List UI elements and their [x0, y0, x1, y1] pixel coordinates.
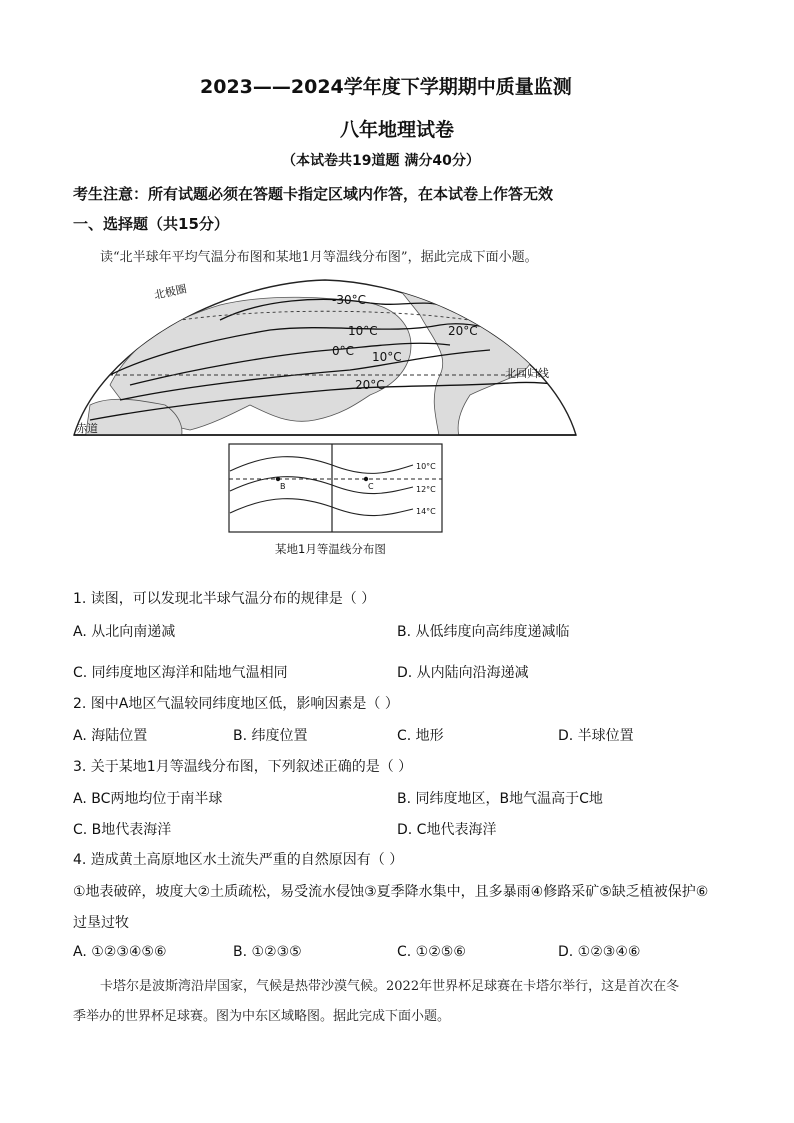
- q2-option-a[interactable]: A. 海陆位置: [73, 728, 148, 744]
- q3-option-d[interactable]: D. C地代表海洋: [397, 822, 497, 838]
- q1-option-d[interactable]: D. 从内陆向沿海递减: [397, 665, 529, 681]
- q4-body-line2: 过垦过牧: [73, 915, 129, 931]
- q1-option-a[interactable]: A. 从北向南递减: [73, 624, 176, 640]
- label-iso-m30: -30°C: [332, 293, 366, 307]
- inset-label-12: 12°C: [416, 485, 436, 494]
- q1-option-b[interactable]: B. 从低纬度向高纬度递减临: [397, 624, 570, 640]
- q2-stem: 2. 图中A地区气温较同纬度地区低，影响因素是（ ）: [73, 696, 399, 712]
- land-greenland: [475, 285, 520, 308]
- inset-label-c: C: [368, 482, 374, 491]
- intro-text-2-line2: 季举办的世界杯足球赛。图为中东区域略图。据此完成下面小题。: [73, 1009, 451, 1024]
- exam-title: 2023——2024学年度下学期期中质量监测: [200, 76, 572, 98]
- label-iso-10b: 10°C: [372, 350, 402, 364]
- label-tropic: 北回归线: [505, 367, 549, 380]
- label-equator: 赤道: [76, 422, 98, 435]
- q4-option-a[interactable]: A. ①②③④⑤⑥: [73, 944, 167, 960]
- label-arctic-circle: 北极圈: [152, 282, 188, 302]
- inset-label-14: 14°C: [416, 507, 436, 516]
- q4-body-line1: ①地表破碎，坡度大②土质疏松，易受流水侵蚀③夏季降水集中，且多暴雨④修路采矿⑤缺乏植被保护⑥: [73, 884, 709, 900]
- exam-meta: （本试卷共19道题 满分40分）: [282, 153, 480, 169]
- inset-point-b: [276, 477, 280, 481]
- intro-text-2-line1: 卡塔尔是波斯湾沿岸国家，气候是热带沙漠气候。2022年世界杯足球赛在卡塔尔举行，这是首次在冬: [100, 979, 680, 994]
- q3-stem: 3. 关于某地1月等温线分布图，下列叙述正确的是（ ）: [73, 759, 413, 775]
- q3-option-b[interactable]: B. 同纬度地区，B地气温高于C地: [397, 791, 603, 807]
- exam-subtitle: 八年地理试卷: [340, 119, 455, 141]
- inset-label-b: B: [280, 482, 286, 491]
- section-heading: 一、选择题（共15分）: [73, 215, 229, 233]
- inset-caption: 某地1月等温线分布图: [275, 542, 386, 556]
- q2-option-c[interactable]: C. 地形: [397, 728, 444, 744]
- label-iso-20b: 20°C: [355, 378, 385, 392]
- nh-temperature-map: [70, 275, 580, 440]
- q1-option-c[interactable]: C. 同纬度地区海洋和陆地气温相同: [73, 665, 288, 681]
- inset-isotherm-map: [228, 443, 443, 538]
- q4-stem: 4. 造成黄土高原地区水土流失严重的自然原因有（ ）: [73, 852, 404, 868]
- intro-text-1: 读“北半球年平均气温分布图和某地1月等温线分布图”，据此完成下面小题。: [100, 250, 538, 265]
- label-iso-10a: 10°C: [348, 324, 378, 338]
- q4-option-d[interactable]: D. ①②③④⑥: [558, 944, 641, 960]
- q4-option-b[interactable]: B. ①②③⑤: [233, 944, 302, 960]
- label-iso-20a: 20°C: [448, 324, 478, 338]
- inset-label-10: 10°C: [416, 462, 436, 471]
- q4-option-c[interactable]: C. ①②⑤⑥: [397, 944, 466, 960]
- inset-point-c: [364, 477, 368, 481]
- q3-option-c[interactable]: C. B地代表海洋: [73, 822, 172, 838]
- q2-option-d[interactable]: D. 半球位置: [558, 728, 634, 744]
- q3-option-a[interactable]: A. BC两地均位于南半球: [73, 791, 223, 807]
- exam-notice: 考生注意：所有试题必须在答题卡指定区域内作答，在本试卷上作答无效: [73, 185, 554, 203]
- q2-option-b[interactable]: B. 纬度位置: [233, 728, 308, 744]
- label-iso-0: 0°C: [332, 344, 355, 358]
- q1-stem: 1. 读图，可以发现北半球气温分布的规律是（ ）: [73, 591, 376, 607]
